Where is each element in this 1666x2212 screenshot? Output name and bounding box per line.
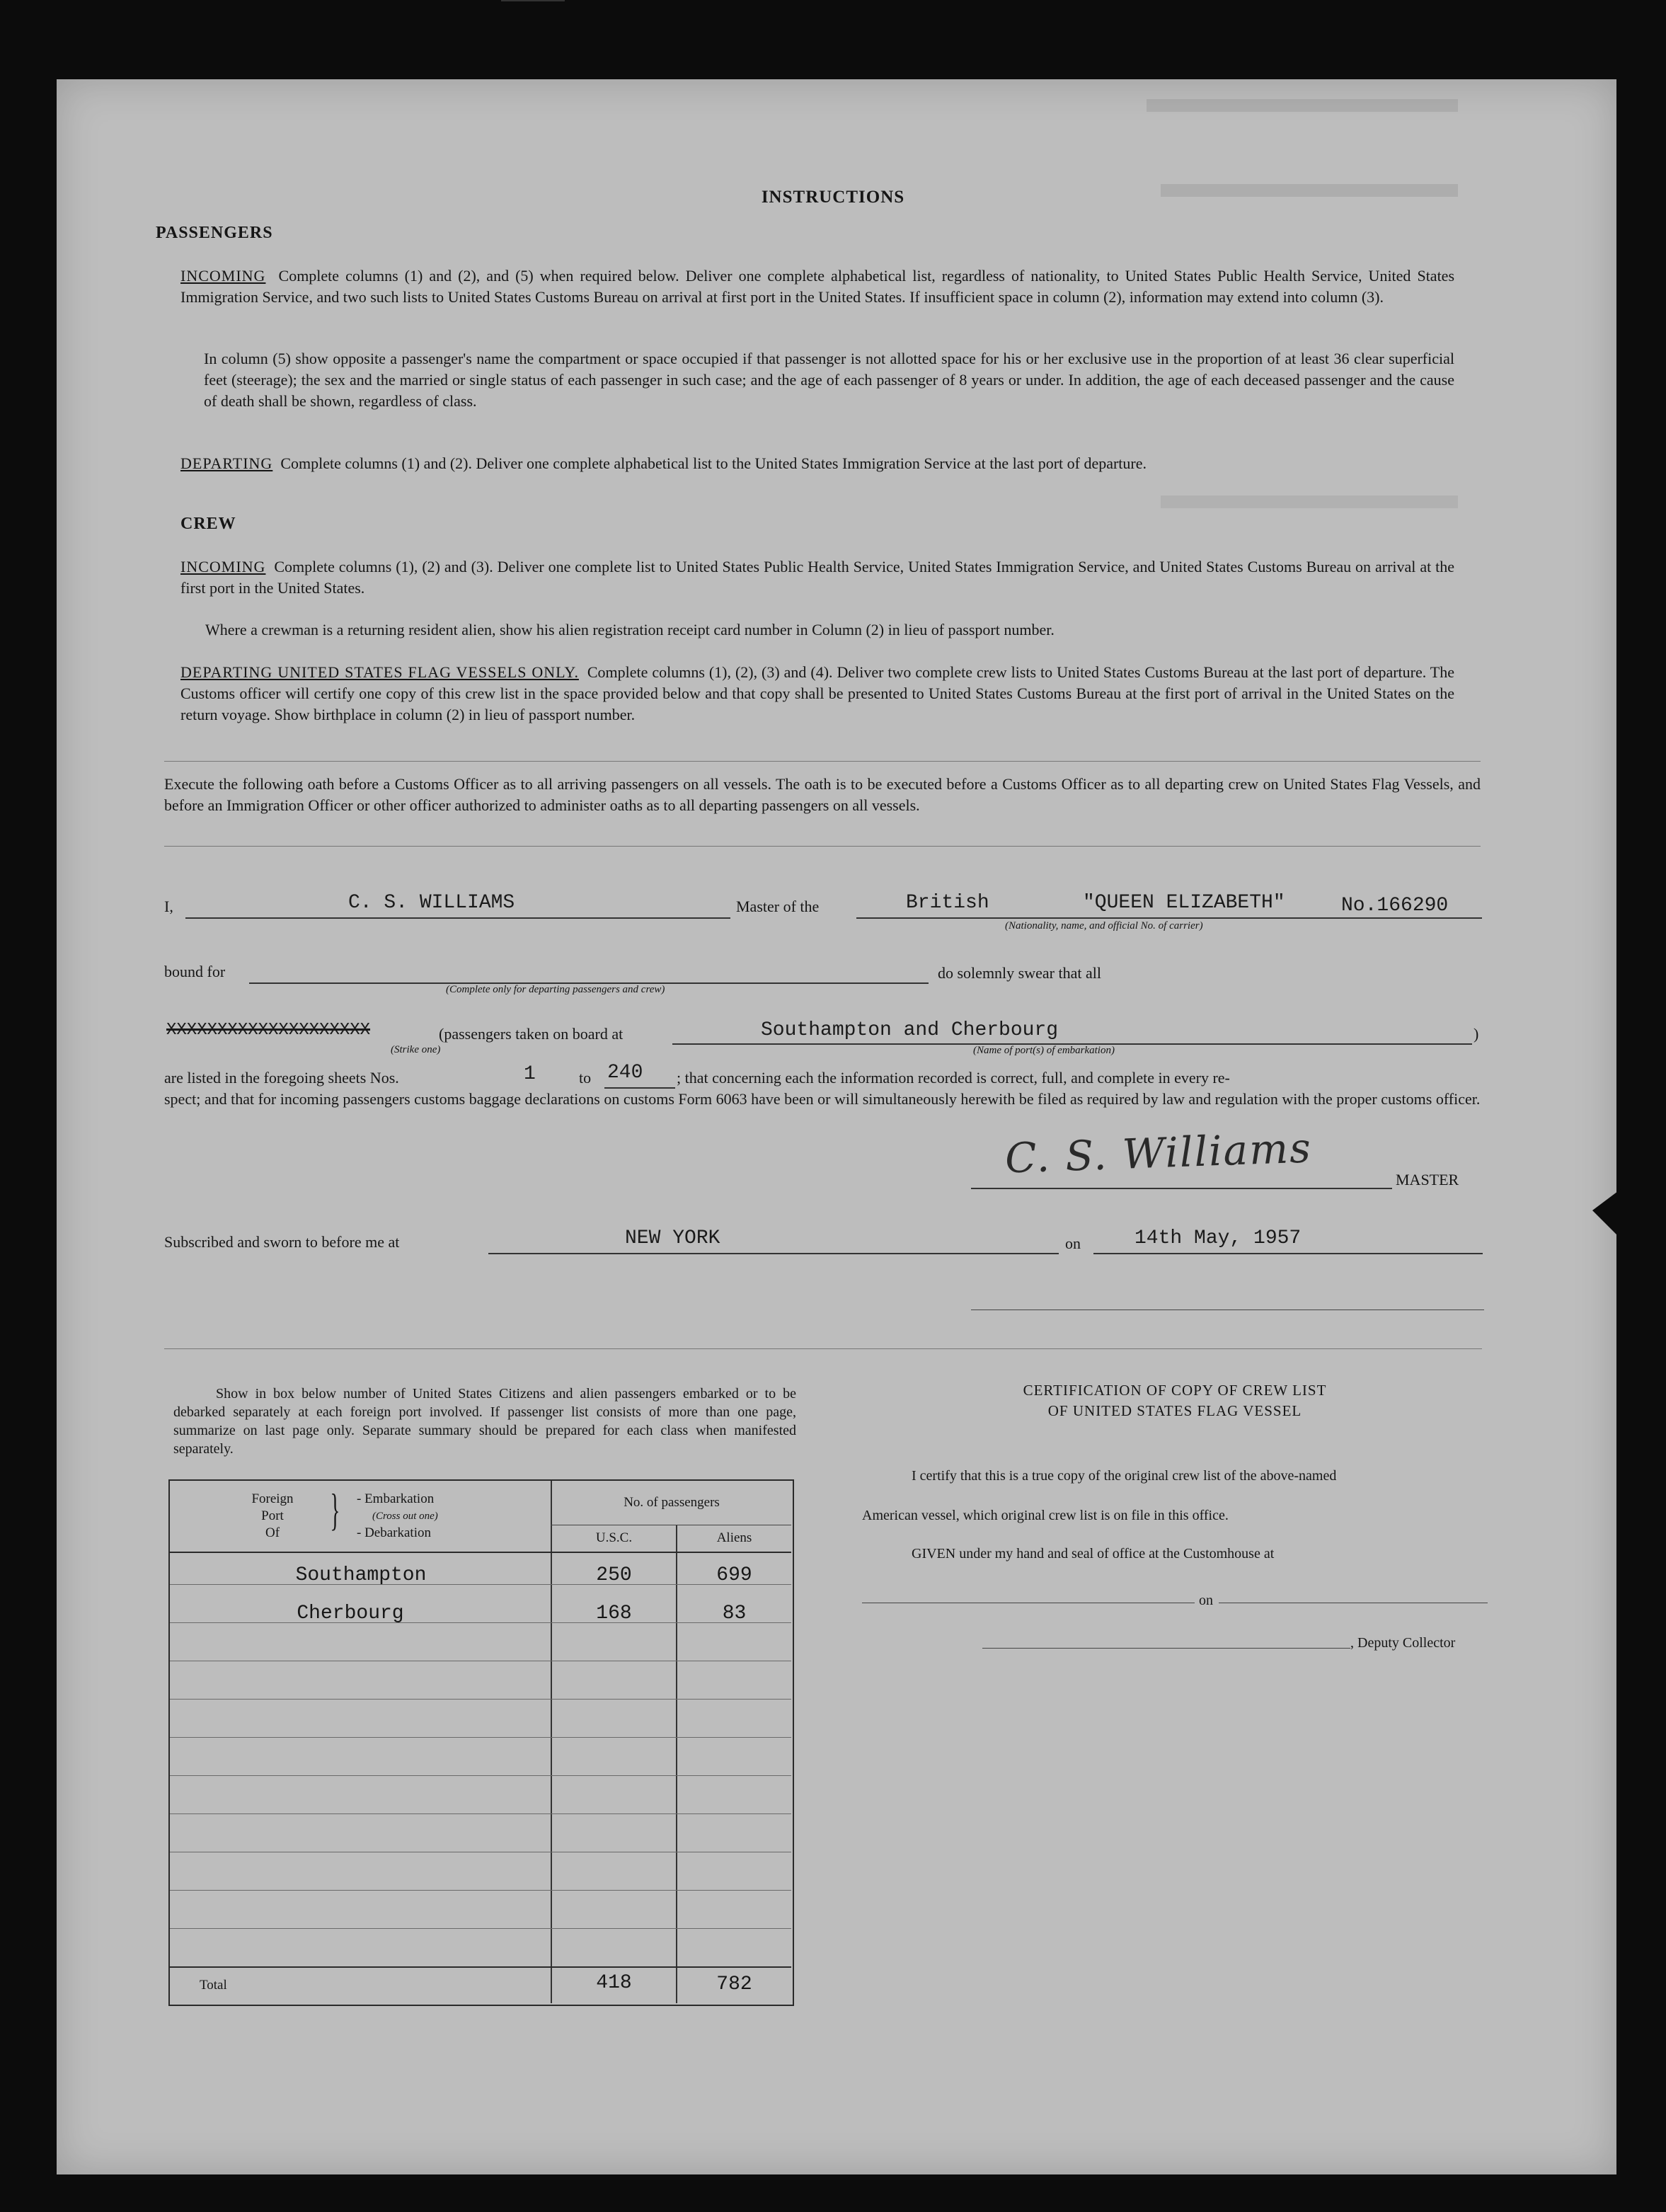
sworn-date-line [1093,1253,1483,1254]
usc-cell: 250 [596,1564,632,1586]
sworn-place-value: NEW YORK [625,1227,720,1249]
embarkation-ports-caption: (Name of port(s) of embarkation) [973,1045,1115,1056]
passengers-heading: PASSENGERS [156,224,273,242]
certification-title-1: CERTIFICATION OF COPY OF CREW LIST [1023,1382,1327,1399]
embarkation-ports-value: Southampton and Cherbourg [761,1019,1059,1041]
aliens-column-header: Aliens [716,1530,752,1545]
cert-on-label: on [1199,1593,1213,1608]
table-col-divider [676,1525,677,2003]
swear-label: do solemnly swear that all [938,964,1101,982]
certify-line-2: American vessel, which original crew list is on file in this office. [862,1508,1229,1523]
bound-for-caption: (Complete only for departing passengers and crew) [446,984,665,995]
row-divider [170,1699,791,1700]
port-cell: Southampton [295,1564,427,1586]
crew-departing-instructions [180,662,1454,726]
page-title: INSTRUCTIONS [761,188,905,207]
crew-incoming-instructions [180,556,1454,599]
oath-intro: Execute the following oath before a Customs Officer as to all arriving passengers on all vessels. The oath is to be executed before a Customs Officer as to all departing crew on United States Flag Vessels, and before an Immigration Officer or other officer authorized to administer oaths as to all departing passengers on all vessels. [164,775,1481,814]
usc-column-header: U.S.C. [595,1530,633,1545]
carrier-line [856,917,1482,919]
passengers-incoming-label: INCOMING [180,267,266,285]
continuation-first-line: ; that concerning each the information recorded is correct, full, and complete in every re- [677,1069,1230,1087]
foreign-port-of-label [234,1491,311,1542]
aliens-cell: 699 [716,1564,752,1586]
summary-instructions: Show in box below number of United States Citizens and alien passengers embarked or to be debarked separately at each foreign port involved. If passenger list consists of more than one page, summarize on last page only. Separate summary should be prepared for each class when manifested separately. [173,1386,796,1457]
close-paren: ) [1473,1025,1479,1043]
no-of-passengers-header: No. of passengers [624,1495,720,1510]
crew-departing-label: DEPARTING UNITED STATES FLAG VESSELS ONLY. [180,663,579,681]
passengers-incoming-instructions [180,265,1454,308]
embark-debark-labels [357,1491,438,1542]
master-name-value: C. S. WILLIAMS [348,892,515,914]
passengers-incoming-text: Complete columns (1) and (2), and (5) when required below. Deliver one complete alphabetical list, regardless of nationality, to United States Public Health Service, United States Immigration Service, and two such lists to United States Customs Bureau on arrival at first port in the United States. If insufficient space in column (2), information may extend into column (3). [180,267,1455,306]
vessel-name-value: "QUEEN ELIZABETH" [1083,892,1285,914]
divider [164,1348,1482,1349]
to-label: to [579,1069,592,1087]
aliens-cell: 83 [722,1603,747,1624]
sheet-from-line [501,0,565,1]
master-label: MASTER [1396,1171,1459,1188]
crew-incoming-text: Complete columns (1), (2) and (3). Deliver one complete list to United States Public Health Service, United States Immigration Service, and United States Customs Bureau on arrival at the first port in the United States. [180,558,1454,597]
bleed-through-mark [1147,99,1458,112]
i-label: I, [164,898,173,915]
carrier-caption: (Nationality, name, and official No. of carrier) [1005,920,1203,932]
passengers-departing-text: Complete columns (1) and (2). Deliver one complete alphabetical list to the United States Immigration Service at the last port of departure. [280,454,1147,472]
passenger-summary-table [168,1479,794,2006]
certification-title-2: OF UNITED STATES FLAG VESSEL [1047,1402,1302,1419]
struck-crew-text: XXXXXXXXXXXXXXXXXXXX [166,1021,371,1040]
table-header-bottom [170,1552,791,1553]
on-label: on [1065,1234,1081,1252]
listed-sheets-label: are listed in the foregoing sheets Nos. [164,1069,399,1087]
deputy-collector-line [982,1648,1350,1649]
sheet-to-value: 240 [607,1062,643,1084]
port-label: Port [261,1508,284,1523]
taken-on-board-label: (passengers taken on board at [439,1025,624,1043]
total-row-divider [170,1966,791,1968]
deputy-collector-label: , Deputy Collector [1350,1635,1456,1651]
bound-for-label: bound for [164,963,226,980]
passengers-departing-label: DEPARTING [180,454,273,472]
sheet-from-value: 1 [524,1063,536,1085]
master-signature: C. S. Williams [1004,1123,1313,1183]
row-divider [170,1737,791,1738]
resident-alien-instructions: Where a crewman is a returning resident alien, show his alien registration receipt card number in Column (2) in lieu of passport number. [205,621,1055,638]
usc-cell: 168 [596,1603,632,1624]
passengers-departing-instructions [180,453,1454,474]
total-usc-cell: 418 [596,1972,632,1994]
row-divider [170,1890,791,1891]
signature-line [971,1188,1392,1189]
row-divider [170,1775,791,1776]
certify-line-1: I certify that this is a true copy of the original crew list of the above-named [912,1468,1337,1484]
row-divider [170,1813,791,1814]
sworn-place-line [488,1253,1059,1254]
foreign-label: Foreign [251,1491,294,1506]
given-line: GIVEN under my hand and seal of office at the Customhouse at [912,1546,1275,1561]
official-number-value: No.166290 [1341,895,1449,917]
crew-incoming-label: INCOMING [180,558,266,575]
bleed-through-mark [1161,495,1458,508]
master-of-label: Master of the [736,898,820,915]
nationality-value: British [906,892,989,914]
sworn-date-value: 14th May, 1957 [1134,1227,1302,1249]
total-label: Total [200,1978,227,1993]
of-label: Of [265,1525,280,1540]
strike-one-caption: (Strike one) [391,1044,441,1055]
total-aliens-cell: 782 [716,1973,752,1995]
crew-heading: CREW [180,515,236,533]
torn-edge [1592,1189,1621,1239]
table-col-divider [551,1481,552,2003]
crew-departing-text: Complete columns (1), (2), (3) and (4). Deliver two complete crew lists to United States Customs Bureau at the last port of departure. The Customs officer will certify one copy of this crew list in the space provided below and that copy shall be presented to United States Customs Bureau at the first port of arrival in the United States on the return voyage. Show birthplace in column (2) in lieu of passport number. [180,663,1455,723]
continuation-rest: spect; and that for incoming passengers customs baggage declarations on customs Form 6063 have been or will simultaneously herewith be filed as required by law and regulation with the proper customs officer. [164,1090,1481,1108]
embarkation-label: - Embarkation [357,1491,435,1506]
debarkation-label: - Debarkation [357,1525,431,1540]
cross-out-one-label: (Cross out one) [372,1511,438,1522]
column5-instructions: In column (5) show opposite a passenger's name the compartment or space occupied if that passenger is not allotted space for his or her exclusive use in the proportion of at least 36 clear superficial feet (steerage); the sex and the married or single status of each passenger in such case; and the age of each passenger of 8 years or under. In addition, the age of each deceased passenger and the cause of death shall be shown, regardless of class. [204,350,1454,410]
divider [164,761,1481,762]
port-cell: Cherbourg [297,1603,404,1624]
master-name-line [185,917,730,919]
row-divider [170,1928,791,1929]
brace-glyph: } [330,1484,340,1535]
divider [164,846,1481,847]
sworn-label: Subscribed and sworn to before me at [164,1233,400,1251]
